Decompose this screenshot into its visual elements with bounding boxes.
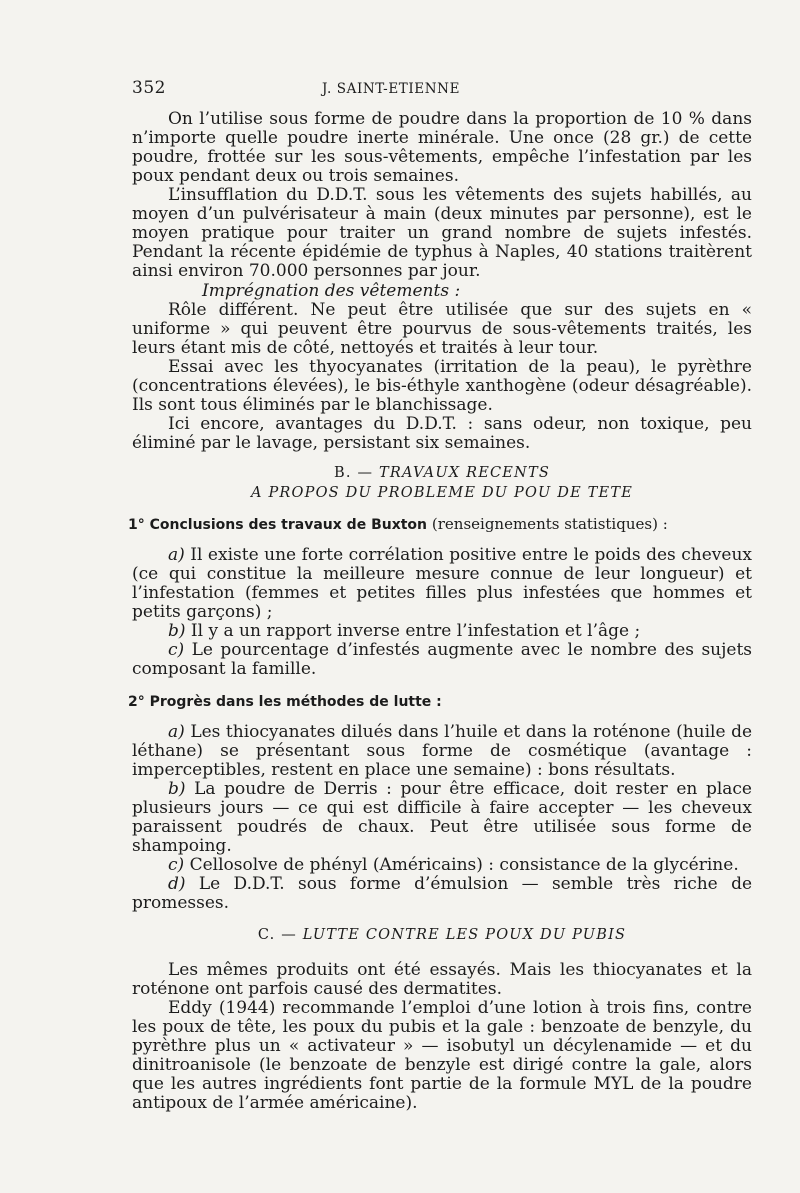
heading-buxton-bold: 1° Conclusions des travaux de Buxton [128, 517, 428, 533]
item-text: Cellosolve de phényl (Américains) : consistance de la glycérine. [189, 855, 739, 875]
item-text: Le pourcentage d’infestés augmente avec le nombre des sujets composant la famille. [132, 640, 753, 679]
item-letter: d) [168, 874, 186, 894]
list-item [132, 622, 752, 641]
item-letter: a) [168, 545, 185, 565]
list-item [132, 780, 752, 856]
paragraph-same-products: Les mêmes produits ont été essayés. Mais les thiocyanates et la roténone ont parfois causé des dermatites. [132, 960, 752, 999]
paragraph-powder-use: On l’utilise sous forme de poudre dans la proportion de 10 % dans n’importe quelle poudre inerte minérale. Une once (28 gr.) de cette poudre, frottée sur les sous-vêtements, empêche l’infestation par les poux pendant deux ou trois semaines. [132, 109, 752, 186]
heading-buxton-conclusions [128, 515, 752, 534]
item-letter: a) [168, 722, 185, 742]
section-c-title-text: LUTTE CONTRE LES POUX DU PUBIS [302, 927, 627, 943]
section-b-title [132, 463, 752, 483]
item-letter: b) [168, 621, 186, 641]
item-text: Les thiocyanates dilués dans l’huile et dans la roténone (huile de léthane) se présentant sous forme de cosmétique (avantage : imperceptibles, restent en place une semaine) : bons résultats. [132, 722, 753, 780]
item-text: La poudre de Derris : pour être efficace, doit rester en place plusieurs jours — ce qui est difficile à faire accepter — les cheveux paraissent poudrés de chaux. Peut être utilisée sous forme de shampoing. [132, 779, 752, 856]
item-text: Le D.D.T. sous forme d’émulsion — semble très riche de promesses. [132, 874, 753, 913]
item-letter: b) [168, 779, 186, 799]
paragraph-advantages: Ici encore, avantages du D.D.T. : sans odeur, non toxique, peu éliminé par le lavage, persistant six semaines. [132, 414, 752, 453]
heading-control-methods: 2° Progrès dans les méthodes de lutte : [128, 694, 442, 710]
section-c-title [132, 925, 752, 945]
running-head: J. SAINT-ETIENNE [322, 81, 461, 97]
list-item [132, 641, 752, 679]
subheading-impregnation: Imprégnation des vêtements : [202, 281, 461, 301]
page-header [132, 78, 752, 98]
item-text: Il existe une forte corrélation positive entre le poids des cheveux (ce qui constitue la meilleure mesure connue de leur longueur) et l’infestation (femmes et petites filles plus infestées que hommes et petits garçons) ; [132, 545, 752, 622]
section-c-letter: C. — [257, 927, 297, 943]
paragraph-insufflation: L’insufflation du D.D.T. sous les vêtements des sujets habillés, au moyen d’un pulvérisateur à main (deux minutes par personne), est le moyen pratique pour traiter un grand nombre de sujets infestés. Pendant la récente épidémie de typhus à Naples, 40 stations traitèrent ainsi environ 70.000 personnes par jour. [132, 185, 752, 281]
page-number: 352 [132, 78, 166, 98]
list-item [132, 875, 752, 913]
list-item [132, 546, 752, 622]
heading-buxton-note: (renseignements statistiques) : [431, 515, 668, 533]
paragraph-role: Rôle différent. Ne peut être utilisée que sur des sujets en « uniforme » qui peuvent être pourvus de sous-vêtements traités, les leurs étant mis de côté, nettoyés et traités à leur tour. [132, 300, 752, 358]
item-text: Il y a un rapport inverse entre l’infestation et l’âge ; [190, 621, 641, 641]
item-letter: c) [168, 640, 185, 660]
paragraph-eddy-lotion: Eddy (1944) recommande l’emploi d’une lotion à trois fins, contre les poux de tête, les poux du pubis et la gale : benzoate de benzyle, du pyrèthre plus un « activateur » — isobutyl un décylenamide — et du dinitroanisole (le benzoate de benzyle est dirigé contre la gale, alors que les autres ingrédients font partie de la formule MYL de la poudre antipoux de l’armée américaine). [132, 998, 752, 1113]
list-item [132, 723, 752, 780]
list-item [132, 856, 752, 875]
section-b-title-line1: TRAVAUX RECENTS [379, 465, 550, 481]
paragraph-trials: Essai avec les thyocyanates (irritation de la peau), le pyrèthre (concentrations élevées), le bis-éthyle xanthogène (odeur désagréable). Ils sont tous éliminés par le blanchissage. [132, 357, 752, 415]
item-letter: c) [168, 855, 185, 875]
section-b-letter: B. — [334, 465, 374, 481]
section-b-subtitle: A PROPOS DU PROBLEME DU POU DE TETE [250, 485, 633, 501]
